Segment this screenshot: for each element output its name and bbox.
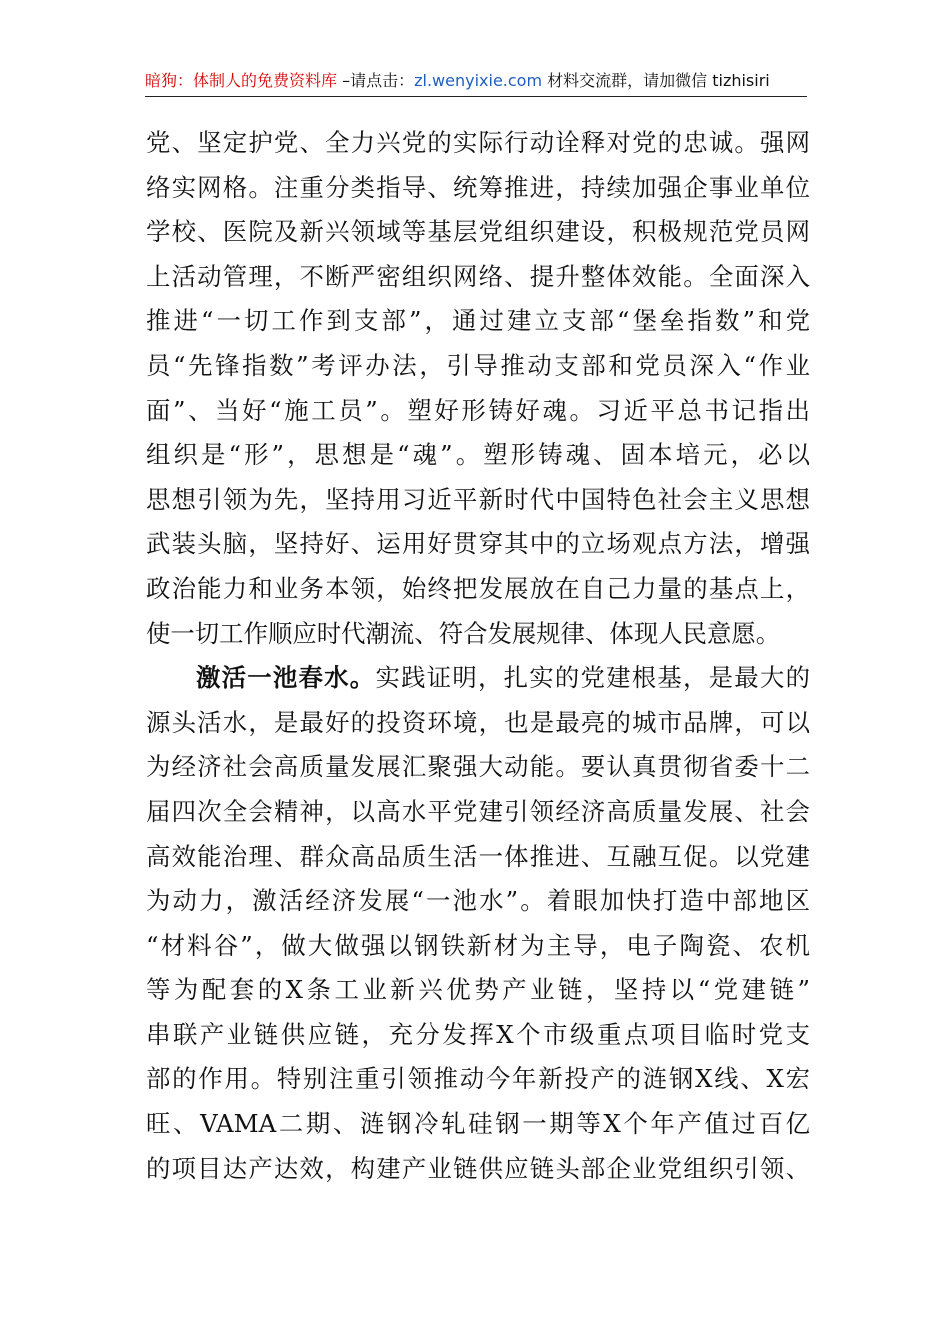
body-line: 高效能治理、群众高品质生活一体推进、互融互促。以党建 xyxy=(146,841,810,871)
body-line: 组织是“形”，思想是“魂”。塑形铸魂、固本培元，必以 xyxy=(146,440,810,470)
body-line: 面”、当好“施工员”。塑好形铸好魂。习近平总书记指出 xyxy=(146,395,810,425)
paragraph-first-line-text: 实践证明，扎实的党建根基，是最大的 xyxy=(375,663,810,693)
body-line: 员“先锋指数”考评办法，引导推动支部和党员深入“作业 xyxy=(146,350,810,380)
body-line: 思想引领为先，坚持用习近平新时代中国特色社会主义思想 xyxy=(146,484,810,514)
body-line: 武装头脑，坚持好、运用好贯穿其中的立场观点方法，增强 xyxy=(146,529,810,559)
body-line: 上活动管理，不断严密组织网络、提升整体效能。全面深入 xyxy=(146,261,810,291)
body-line: “材料谷”，做大做强以钢铁新材为主导，电子陶瓷、农机 xyxy=(146,930,810,960)
header-site-name: 暗狗：体制人的免费资料库 xyxy=(145,71,338,90)
body-line: 政治能力和业务本领，始终把发展放在自己力量的基点上， xyxy=(146,573,810,603)
body-line: 等为配套的X条工业新兴优势产业链，坚持以“党建链” xyxy=(146,975,810,1005)
body-line: 学校、医院及新兴领域等基层党组织建设，积极规范党员网 xyxy=(146,217,810,247)
body-line: 部的作用。特别注重引领推动今年新投产的涟钢X线、X宏 xyxy=(146,1064,810,1094)
body-line: 使一切工作顺应时代潮流、符合发展规律、体现人民意愿。 xyxy=(146,618,781,648)
document-body xyxy=(146,121,810,1191)
body-line: 党、坚定护党、全力兴党的实际行动诠释对党的忠诚。强网 xyxy=(146,128,810,157)
paragraph-heading: 激活一池春水。 xyxy=(196,663,376,693)
body-line: 的项目达产达效，构建产业链供应链头部企业党组织引领、 xyxy=(146,1153,810,1183)
page-header xyxy=(145,66,807,97)
paragraph-first-line xyxy=(146,656,810,701)
body-line: 旺、VAMA二期、涟钢冷轧硅钢一期等X个年产值过百亿 xyxy=(146,1109,810,1139)
body-line: 为经济社会高质量发展汇聚强大动能。要认真贯彻省委十二 xyxy=(146,752,810,782)
body-line: 络实网格。注重分类指导、统筹推进，持续加强企事业单位 xyxy=(146,172,810,202)
body-line: 源头活水，是最好的投资环境，也是最亮的城市品牌，可以 xyxy=(146,707,810,737)
body-line: 推进“一切工作到支部”，通过建立支部“堡垒指数”和党 xyxy=(146,306,810,336)
body-line: 串联产业链供应链，充分发挥X个市级重点项目临时党支 xyxy=(146,1019,810,1049)
body-line: 届四次全会精神，以高水平党建引领经济高质量发展、社会 xyxy=(146,796,810,826)
body-line: 为动力，激活经济发展“一池水”。着眼加快打造中部地区 xyxy=(146,886,810,916)
header-site-link[interactable]: zl.wenyixie.com xyxy=(414,71,543,90)
header-wechat-note: 材料交流群，请加微信 tizhisiri xyxy=(542,71,770,90)
header-click-prompt: –请点击： xyxy=(337,71,415,90)
